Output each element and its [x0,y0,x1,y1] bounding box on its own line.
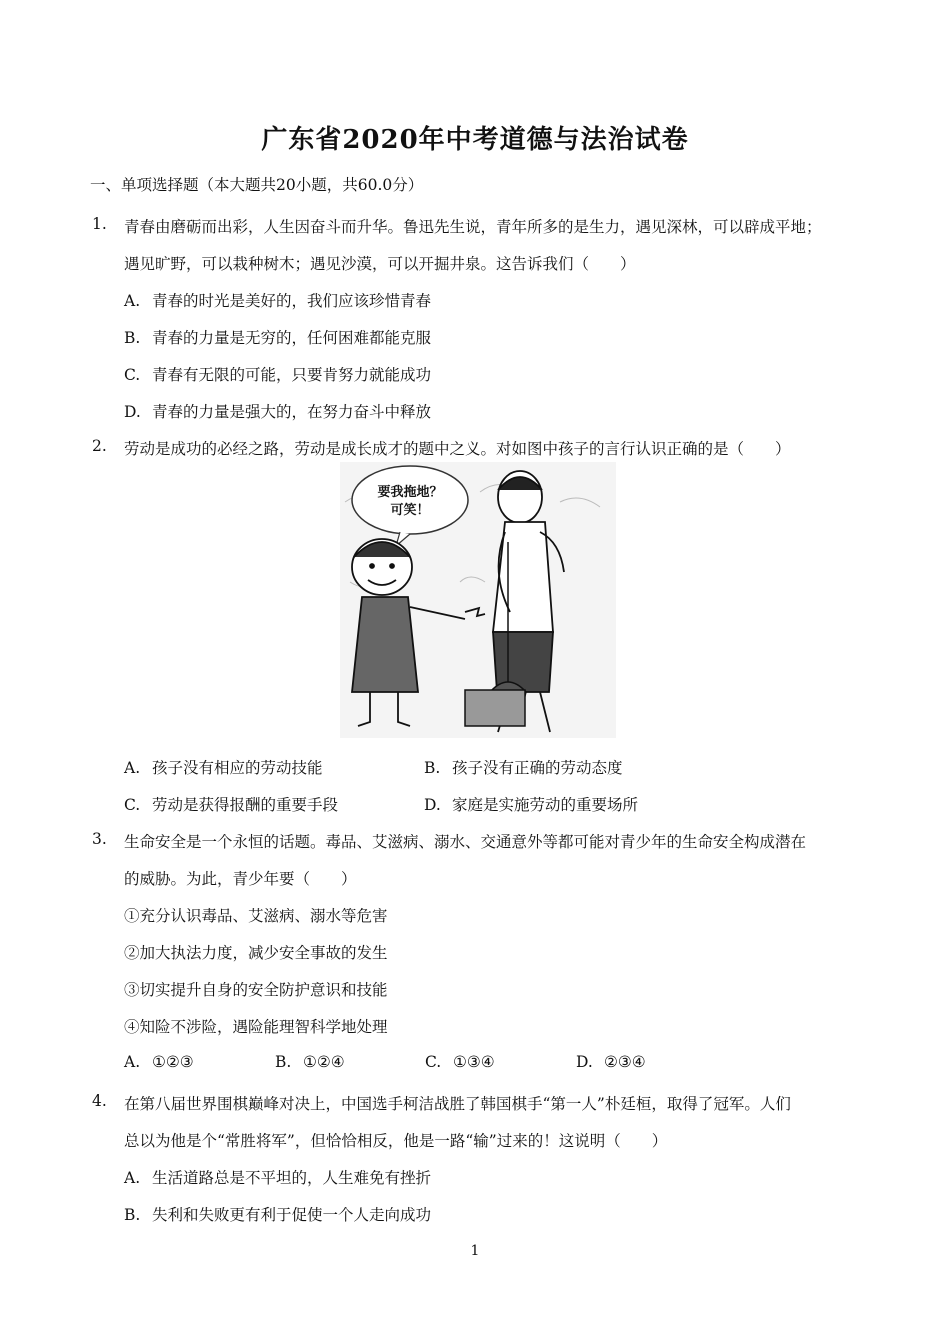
option-c: C. 劳动是获得报酬的重要手段 [124,796,339,814]
option-b: B. 孩子没有正确的劳动态度 [424,759,623,777]
option-b: B. 失利和失败更有利于促使一个人走向成功 [124,1206,432,1224]
question-text: 劳动是成功的必经之路，劳动是成长成才的题中之义。对如图中孩子的言行认识正确的是（ ） [124,440,791,458]
option-a: A. 生活道路总是不平坦的，人生难免有挫折 [124,1169,432,1187]
question-text: 总以为他是个“常胜将军”，但恰恰相反，他是一路“输”过来的！这说明（ ） [124,1132,668,1150]
question-text: 青春由磨砺而出彩，人生因奋斗而升华。鲁迅先生说，青年所多的是生力，遇见深林，可以辟成平地； [124,218,822,236]
statement-item: ①充分认识毒品、艾滋病、溺水等危害 [124,907,388,925]
question-text: 的威胁。为此，青少年要（ ） [124,870,357,888]
question-text: 遇见旷野，可以栽种树木；遇见沙漠，可以开掘井泉。这告诉我们（ ） [124,255,636,273]
page-number: 1 [470,1243,480,1259]
statement-item: ②加大执法力度，减少安全事故的发生 [124,944,388,962]
speech-text: 要我拖地？ [377,485,443,500]
option-b: B. ①②④ [275,1053,345,1071]
speech-text: 可笑！ [390,503,430,518]
question-text: 生命安全是一个永恒的话题。毒品、艾滋病、溺水、交通意外等都可能对青少年的生命安全构成潜在 [124,833,807,851]
cartoon-illustration [340,462,616,738]
question-number: 4. [92,1092,107,1110]
option-a: A. 青春的时光是美好的，我们应该珍惜青春 [124,292,432,310]
section-heading: 一、单项选择题（本大题共20小题，共60.0分） [90,176,424,194]
option-d: D. 青春的力量是强大的，在努力奋斗中释放 [124,403,432,421]
question-text: 在第八届世界围棋巅峰对决上，中国选手柯洁战胜了韩国棋手“第一人”朴廷桓，取得了冠军。人们 [124,1095,791,1113]
statement-item: ③切实提升自身的安全防护意识和技能 [124,981,388,999]
page-title: 广东省2020年中考道德与法治试卷 [261,125,689,155]
question-number: 2. [92,437,107,455]
option-a: A. ①②③ [124,1053,194,1071]
option-c: C. ①③④ [425,1053,495,1071]
option-b: B. 青春的力量是无穷的，任何困难都能克服 [124,329,432,347]
statement-item: ④知险不涉险，遇险能理智科学地处理 [124,1018,388,1036]
option-d: D. 家庭是实施劳动的重要场所 [424,796,639,814]
option-a: A. 孩子没有相应的劳动技能 [124,759,323,777]
question-number: 1. [92,215,107,233]
question-number: 3. [92,830,107,848]
option-d: D. ②③④ [576,1053,646,1071]
option-c: C. 青春有无限的可能，只要肯努力就能成功 [124,366,432,384]
